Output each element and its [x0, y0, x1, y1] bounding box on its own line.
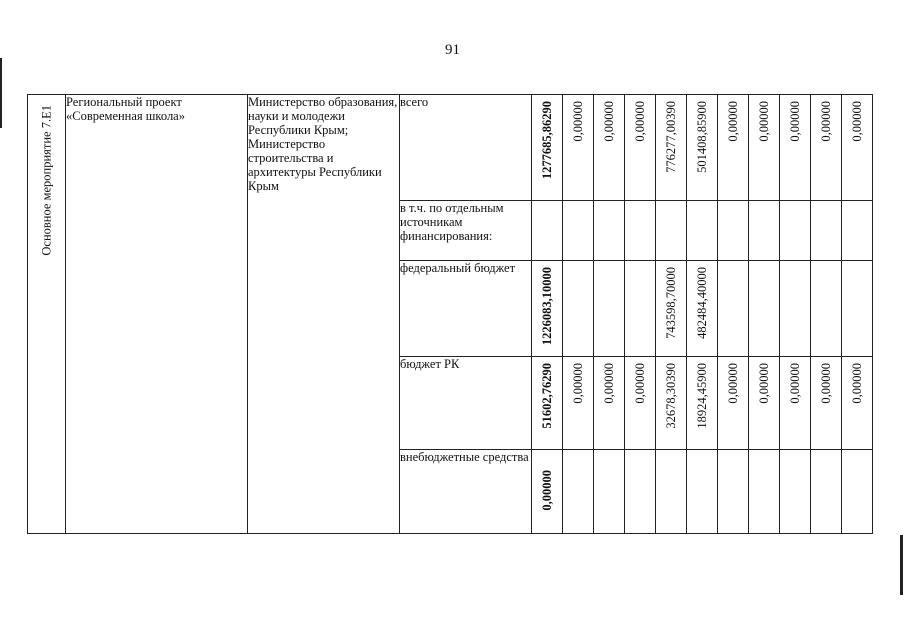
value-cell [563, 201, 594, 261]
scan-edge-left [0, 58, 2, 128]
value-cell [811, 95, 842, 201]
value-cell [687, 261, 718, 357]
value-cell [718, 95, 749, 201]
value-cell [656, 95, 687, 201]
total-value: 0,00000 [540, 470, 554, 511]
value-cell [718, 261, 749, 357]
value-cell [656, 357, 687, 450]
main-event-label: Основное мероприятие 7.Е1 [39, 105, 54, 256]
year-value: 0,00000 [571, 101, 585, 142]
value-cell [563, 95, 594, 201]
value-cell [749, 201, 780, 261]
value-cell [687, 357, 718, 450]
total-value: 1277685,86290 [540, 101, 554, 180]
value-cell [749, 261, 780, 357]
total-cell [532, 201, 563, 261]
value-cell [687, 201, 718, 261]
year-value: 32678,30390 [664, 363, 678, 429]
total-cell [532, 357, 563, 450]
value-cell [656, 450, 687, 534]
value-cell [625, 95, 656, 201]
value-cell [687, 95, 718, 201]
source-cell [400, 357, 532, 450]
year-value: 0,00000 [788, 363, 802, 404]
value-cell [718, 201, 749, 261]
budget-table [27, 94, 873, 534]
value-cell [594, 450, 625, 534]
value-cell [656, 261, 687, 357]
value-cell [842, 450, 873, 534]
scan-edge-right [900, 535, 903, 595]
value-cell [842, 95, 873, 201]
total-cell [532, 95, 563, 201]
value-cell [594, 357, 625, 450]
value-cell [749, 450, 780, 534]
source-cell [400, 201, 532, 261]
value-cell [780, 201, 811, 261]
year-value: 0,00000 [726, 363, 740, 404]
value-cell [780, 261, 811, 357]
source-label: бюджет РК [400, 357, 460, 371]
value-cell [656, 201, 687, 261]
total-cell [532, 450, 563, 534]
year-value: 743598,70000 [664, 267, 678, 339]
value-cell [749, 95, 780, 201]
source-cell [400, 261, 532, 357]
year-value: 0,00000 [819, 363, 833, 404]
main-event-cell [28, 95, 66, 534]
year-value: 776277,00390 [664, 101, 678, 173]
value-cell [749, 357, 780, 450]
year-value: 0,00000 [757, 101, 771, 142]
total-value: 51602,76290 [540, 363, 554, 429]
value-cell [563, 261, 594, 357]
value-cell [780, 450, 811, 534]
executors-cell [248, 95, 400, 534]
total-cell [532, 261, 563, 357]
year-value: 0,00000 [788, 101, 802, 142]
year-value: 0,00000 [726, 101, 740, 142]
project-label: Региональный проект «Современная школа» [66, 95, 185, 123]
source-cell [400, 95, 532, 201]
value-cell [594, 201, 625, 261]
value-cell [780, 95, 811, 201]
value-cell [811, 201, 842, 261]
year-value: 0,00000 [602, 101, 616, 142]
value-cell [842, 201, 873, 261]
value-cell [718, 357, 749, 450]
value-cell [811, 261, 842, 357]
project-cell [66, 95, 248, 534]
value-cell [842, 261, 873, 357]
value-cell [594, 261, 625, 357]
source-label: в т.ч. по отдельным источникам финансирования: [400, 201, 504, 243]
year-value: 0,00000 [633, 363, 647, 404]
source-label: внебюджетные средства [400, 450, 529, 464]
year-value: 501408,85900 [695, 101, 709, 173]
year-value: 0,00000 [633, 101, 647, 142]
year-value: 18924,45900 [695, 363, 709, 429]
value-cell [811, 357, 842, 450]
page-number: 91 [445, 42, 460, 58]
value-cell [625, 357, 656, 450]
value-cell [842, 357, 873, 450]
year-value: 482484,40000 [695, 267, 709, 339]
year-value: 0,00000 [819, 101, 833, 142]
executors-label: Министерство образования, науки и молодежи Республики Крым; Министерство строительства и архитектуры Республики Крым [248, 95, 398, 193]
value-cell [718, 450, 749, 534]
value-cell [625, 450, 656, 534]
value-cell [780, 357, 811, 450]
value-cell [811, 450, 842, 534]
value-cell [625, 261, 656, 357]
value-cell [563, 357, 594, 450]
value-cell [594, 95, 625, 201]
source-label: всего [400, 95, 429, 109]
value-cell [687, 450, 718, 534]
total-value: 1226083,10000 [540, 267, 554, 346]
year-value: 0,00000 [757, 363, 771, 404]
year-value: 0,00000 [602, 363, 616, 404]
year-value: 0,00000 [850, 363, 864, 404]
source-cell [400, 450, 532, 534]
value-cell [563, 450, 594, 534]
source-label: федеральный бюджет [400, 261, 516, 275]
table-row [28, 95, 873, 201]
year-value: 0,00000 [571, 363, 585, 404]
year-value: 0,00000 [850, 101, 864, 142]
value-cell [625, 201, 656, 261]
